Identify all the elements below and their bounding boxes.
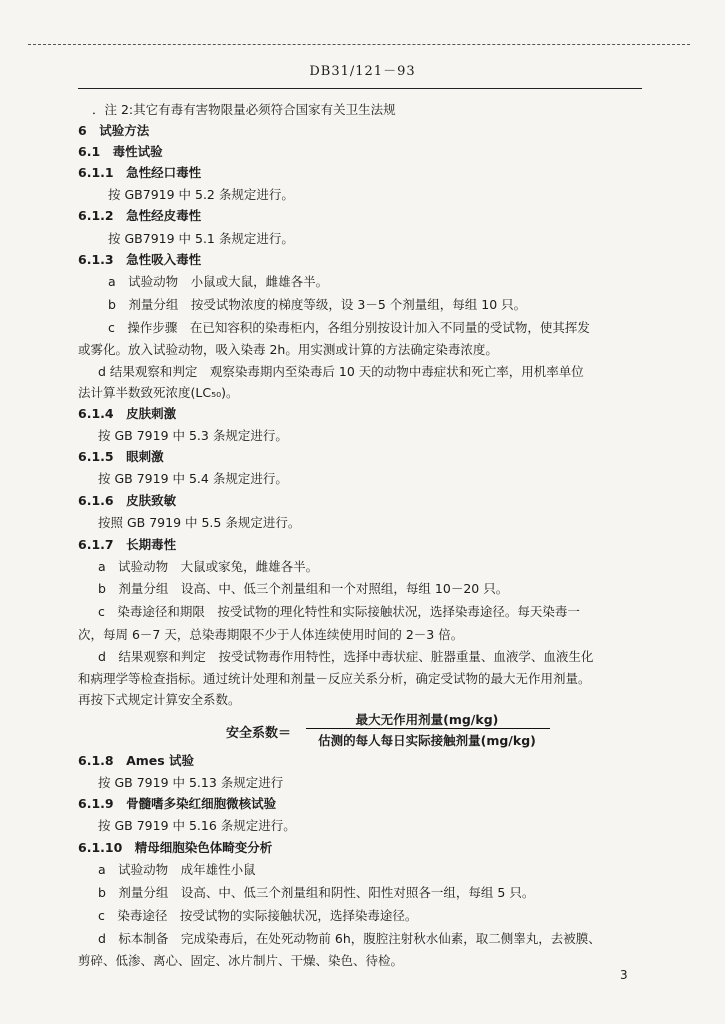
section-6-1-7-heading: 6.1.7 长期毒性 (78, 537, 177, 552)
section-6-1-8-heading: 6.1.8 Ames 试验 (78, 753, 195, 768)
section-6-1-1-heading: 6.1.1 急性经口毒性 (78, 165, 202, 180)
section-6-1-6-heading: 6.1.6 皮肤致敏 (78, 493, 177, 508)
section-6-1-heading: 6.1 毒性试验 (78, 144, 163, 159)
safety-factor-formula (226, 710, 556, 750)
section-6-1-5-heading: 6.1.5 眼刺激 (78, 449, 164, 464)
list-item-b: b 剂量分组 设高、中、低三个剂量组和阴性、阳性对照各一组，每组 5 只。 (98, 885, 535, 900)
list-item-a: a 试验动物 成年雄性小鼠 (98, 862, 256, 877)
section-6-1-3-heading: 6.1.3 急性吸入毒性 (78, 252, 202, 267)
list-item-d: d 结果观察和判定 观察染毒期内至染毒后 10 天的动物中毒症状和死亡率，用机率单位 (98, 364, 584, 379)
list-item-c: c 染毒途径 按受试物的实际接触状况，选择染毒途径。 (98, 908, 418, 923)
list-item-d: d 标本制备 完成染毒后，在处死动物前 6h，腹腔注射秋水仙素，取二侧睾丸，去被膜、 (98, 931, 601, 946)
list-item-d-cont: 法计算半数致死浓度(LC₅₀)。 (78, 385, 239, 400)
paragraph: 按 GB7919 中 5.1 条规定进行。 (108, 231, 294, 246)
section-6-1-10-heading: 6.1.10 精母细胞染色体畸变分析 (78, 840, 273, 855)
section-6-1-9-heading: 6.1.9 骨髓嗜多染红细胞微核试验 (78, 796, 277, 811)
page-number: 3 (620, 968, 628, 982)
list-item-c: c 操作步骤 在已知容积的染毒柜内，各组分别按设计加入不同量的受试物，使其挥发 (108, 320, 590, 335)
note-2: ．注 2:其它有毒有害物限量必须符合国家有关卫生法规 (92, 102, 396, 117)
standard-code: DB31/121－93 (309, 64, 416, 79)
fraction-bar (306, 728, 550, 729)
paragraph: 按 GB7919 中 5.2 条规定进行。 (108, 187, 294, 202)
list-item-b: b 剂量分组 按受试物浓度的梯度等级，设 3－5 个剂量组，每组 10 只。 (108, 297, 527, 312)
paragraph: 按 GB 7919 中 5.4 条规定进行。 (98, 471, 288, 486)
list-item-c-cont: 次，每周 6－7 天，总染毒期限不少于人体连续使用时间的 2－3 倍。 (78, 627, 464, 642)
paragraph: 按 GB 7919 中 5.3 条规定进行。 (98, 428, 288, 443)
section-6-1-2-heading: 6.1.2 急性经皮毒性 (78, 208, 202, 223)
list-item-d-cont: 和病理学等检查指标。通过统计处理和剂量－反应关系分析，确定受试物的最大无作用剂量。 (78, 671, 591, 686)
section-6-heading: 6 试验方法 (78, 123, 150, 138)
top-dashed-rule (28, 44, 690, 45)
list-item-a: a 试验动物 小鼠或大鼠，雌雄各半。 (108, 274, 329, 289)
section-6-1-4-heading: 6.1.4 皮肤刺激 (78, 406, 177, 421)
list-item-d-cont: 再按下式规定计算安全系数。 (78, 692, 241, 707)
header-rule (78, 88, 642, 89)
formula-numerator: 最大无作用剂量(mg/kg) (355, 712, 499, 727)
paragraph: 按 GB 7919 中 5.16 条规定进行。 (98, 818, 296, 833)
formula-denominator: 估测的每人每日实际接触剂量(mg/kg) (318, 733, 536, 748)
list-item-c-cont: 或雾化。放入试验动物，吸入染毒 2h。用实测或计算的方法确定染毒浓度。 (78, 342, 498, 357)
list-item-d-cont: 剪碎、低渗、离心、固定、冰片制片、干燥、染色、待检。 (78, 953, 404, 968)
list-item-b: b 剂量分组 设高、中、低三个剂量组和一个对照组，每组 10－20 只。 (98, 581, 509, 596)
paragraph: 按照 GB 7919 中 5.5 条规定进行。 (98, 515, 301, 530)
list-item-d: d 结果观察和判定 按受试物毒作用特性，选择中毒状症、脏器重量、血液学、血液生化 (98, 649, 594, 664)
list-item-a: a 试验动物 大鼠或家兔，雌雄各半。 (98, 559, 319, 574)
formula-lhs: 安全系数＝ (226, 726, 292, 741)
list-item-c: c 染毒途径和期限 按受试物的理化特性和实际接触状况，选择染毒途径。每天染毒一 (98, 604, 580, 619)
paragraph: 按 GB 7919 中 5.13 条规定进行 (98, 775, 284, 790)
